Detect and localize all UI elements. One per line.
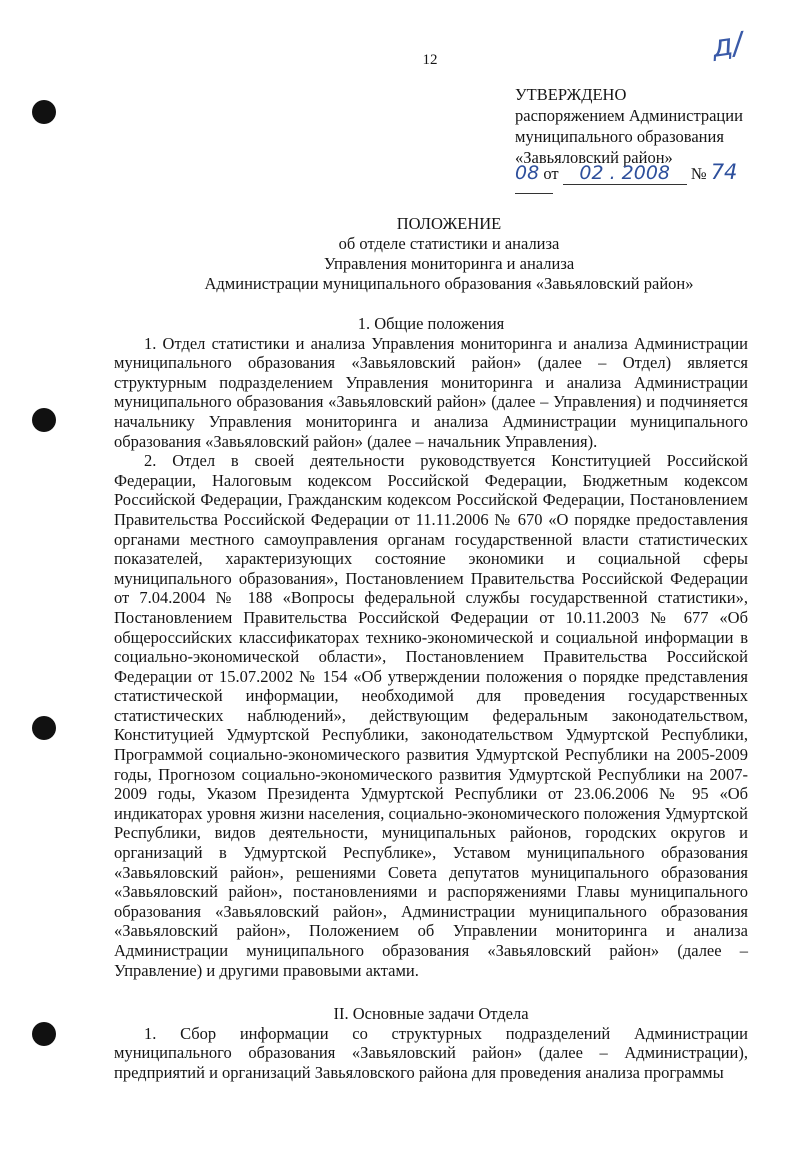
approval-date-line [515,160,737,185]
date-field [563,162,687,185]
section-1-paragraph-1: 1. Отдел статистики и анализа Управления мониторинга и анализа Администрации муниципального образования «Завьяловский район» (далее – Отдел) является структурным подразделением Управления мониторинга и анализа Администрации муниципального образования «Завьяловский район» (далее – Управления) и подчиняется начальнику Управления мониторинга и анализа Администрации муниципального образования «Завьяловский район» (далее – начальник Управления). [114,333,748,451]
handwritten-date: 02 . 2008 [579,162,671,184]
section-1-paragraph-2: 2. Отдел в своей деятельности руководствуется Конституцией Российской Федерации, Налоговым кодексом Российской Федерации, Бюджетным кодексом Российской Федерации, Гражданским кодексом Российской Федерации, Постановлением Правительства Российской Федерации от 11.11.2006 № 670 «О порядке предоставления органами местного самоуправления органам государственной власти статистических показателей, характеризующих состояние экономики и социальной сферы муниципального образования», Постановлением Правительства Российской Федерации от 7.04.2004 № 188 «Вопросы федеральной службы государственной статистики», Постановлением Правительства Российской Федерации от 10.11.2003 № 677 «Об общероссийских классификаторах технико-экономической и социальной информации в социально-экономической области», Постановлением Правительства Российской Федерации от 15.07.2002 № 154 «Об утверждении положения о порядке представления статистической информации, необходимой для проведения государственных статистических наблюдений», действующим федеральным законодательством, Конституцией Удмуртской Республики, законодательством Удмуртской Республики, Программой социально-экономического развития Удмуртской Республики на 2005-2009 годы, Прогнозом социально-экономического развития Удмуртской Республики на 2007-2009 годы, Указом Президента Удмуртской Республики от 23.06.2006 № 95 «Об индикаторах уровня жизни населения, социально-экономического положения Удмуртской Республики, видов деятельности, муниципальных районов, городских округов и организаций в Удмуртской Республике», Уставом муниципального образования «Завьяловский район», решениями Совета депутатов муниципального образования «Завьяловский район», постановлениями и распоряжениями Главы муниципального образования «Завьяловский район», Администрации муниципального образования «Завьяловский район», Положением об Управлении мониторинга и анализа Администрации муниципального образования «Завьяловский район» (далее – Управление) и другими правовыми актами. [114,451,748,980]
punch-hole [32,1022,56,1046]
section-2-heading: II. Основные задачи Отдела [333,1004,529,1024]
number-label: № [690,164,707,183]
approval-title: УТВЕРЖДЕНО [515,85,627,104]
approval-line-2: муниципального образования [515,127,724,146]
handwritten-number: 74 [710,160,738,184]
document-subtitle-1: об отделе статистики и анализа [338,234,560,253]
page-number: 12 [422,52,438,68]
document-title: ПОЛОЖЕНИЕ [396,214,502,233]
section-1-heading: 1. Общие положения [357,314,505,333]
approval-stamp-block [515,84,785,168]
date-from-label: от [543,164,559,183]
document-subtitle-2: Управления мониторинга и анализа [323,254,575,273]
document-title-block [110,214,788,294]
document-subtitle-3: Администрации муниципального образования «Завьяловский район» [204,274,694,293]
punch-hole [32,408,56,432]
section-2-paragraph-1: 1. Сбор информации со структурных подразделений Администрации муниципального образования «Завьяловский район» (далее – Администрации), предприятий и организаций Завьяловского района для проведения анализа программы [114,1023,748,1082]
approval-line-3: «Завьяловский район» [515,148,673,167]
short-underline [515,193,553,194]
punch-hole [32,100,56,124]
handwritten-date-day: 08 [515,162,540,184]
approval-line-1: распоряжением Администрации [515,106,743,125]
document-body [114,314,748,1083]
punch-hole [32,716,56,740]
handwritten-margin-note: д/ [709,26,746,65]
